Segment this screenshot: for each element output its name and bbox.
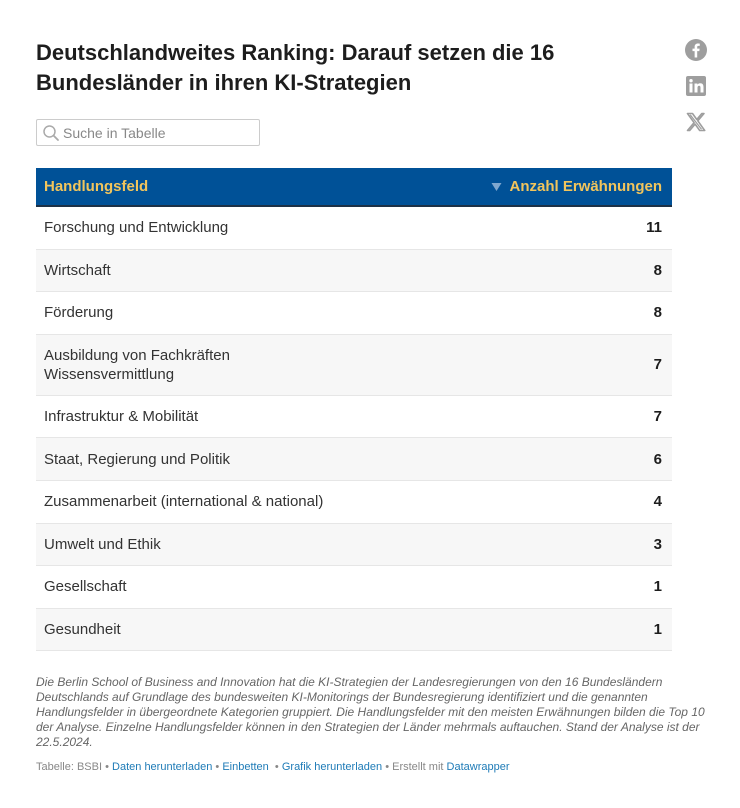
sort-descending-icon: [491, 182, 502, 192]
table-row: [36, 207, 672, 250]
cell-handlungsfeld: [44, 620, 121, 639]
cell-anzahl: 11: [646, 219, 662, 237]
table-row: [36, 481, 672, 524]
table-row: [36, 250, 672, 293]
search-input[interactable]: [63, 120, 257, 145]
search-icon: [42, 124, 60, 142]
footer-separator: •: [105, 761, 109, 773]
cell-handlungsfeld: [44, 492, 323, 511]
footer: [36, 760, 706, 774]
cell-handlungsfeld: [44, 218, 228, 237]
cell-handlungsfeld-text: Forschung und Entwicklung: [44, 219, 229, 237]
table-header: [36, 168, 672, 207]
cell-handlungsfeld: [44, 407, 198, 426]
footer-separator: •: [215, 761, 220, 773]
footer-separator: •: [274, 761, 279, 773]
cell-handlungsfeld: [44, 261, 111, 280]
cell-handlungsfeld: [44, 450, 230, 469]
cell-anzahl: 1: [653, 578, 662, 596]
footer-separator: •: [385, 761, 390, 773]
facebook-icon[interactable]: [684, 38, 708, 62]
cell-anzahl: 8: [653, 261, 662, 279]
cell-anzahl: 7: [653, 408, 662, 426]
column-header-handlungsfeld[interactable]: Handlungsfeld: [44, 178, 149, 195]
data-table: [36, 168, 672, 651]
table-body: [36, 207, 672, 651]
cell-anzahl: 8: [653, 304, 662, 322]
table-row: [36, 438, 672, 481]
table-row: [36, 609, 672, 652]
cell-handlungsfeld-text-line2: Wissensvermittlung: [44, 365, 175, 383]
page-title: Deutschlandweites Ranking: Darauf setzen die 16 Bundesländer in ihren KI-Strategien: [36, 40, 555, 95]
table-row: [36, 292, 672, 335]
cell-handlungsfeld-text: Wirtschaft: [44, 261, 111, 279]
datawrapper-link[interactable]: Datawrapper: [446, 761, 510, 773]
cell-anzahl: 6: [653, 450, 662, 468]
download-image-link[interactable]: Grafik herunterladen: [281, 761, 383, 773]
cell-handlungsfeld: [44, 577, 127, 596]
cell-handlungsfeld-text: Staat, Regierung und Politik: [44, 450, 230, 468]
cell-handlungsfeld: [44, 346, 230, 384]
x-icon[interactable]: [684, 110, 708, 134]
column-header-anzahl-label: Anzahl Erwähnungen: [509, 178, 662, 195]
column-header-anzahl[interactable]: [491, 178, 662, 195]
cell-anzahl: 4: [653, 493, 662, 511]
created-with-label: Erstellt mit: [392, 761, 444, 773]
cell-handlungsfeld-text: Gesellschaft: [44, 578, 127, 596]
cell-handlungsfeld: [44, 535, 161, 554]
search-box: [36, 119, 260, 146]
cell-handlungsfeld-text: Förderung: [44, 304, 114, 322]
linkedin-icon[interactable]: [684, 74, 708, 98]
table-row: [36, 524, 672, 567]
cell-handlungsfeld-text: Infrastruktur & Mobilität: [44, 408, 199, 426]
cell-anzahl: 1: [653, 621, 662, 639]
table-row: [36, 566, 672, 609]
table-row: [36, 335, 672, 396]
share-bar: [684, 38, 710, 146]
cell-anzahl: 3: [653, 535, 662, 553]
cell-handlungsfeld-text: Gesundheit: [44, 621, 121, 639]
cell-handlungsfeld-text: Ausbildung von Fachkräften: [44, 346, 230, 364]
embed-link[interactable]: Einbetten: [222, 761, 269, 773]
cell-handlungsfeld-text: Umwelt und Ethik: [44, 535, 161, 553]
cell-handlungsfeld-text: Zusammenarbeit (international & national): [44, 493, 324, 511]
download-data-link[interactable]: Daten herunterladen: [112, 761, 213, 773]
notes: Die Berlin School of Business and Innovation hat die KI-Strategien der Landesregierungen von den 16 Bundesländern Deutschlands auf Grundlage des bundesweiten KI-Monitorings der Bundesregierung identifiziert und die genannten Handlungsfelder in übergeordnete Kategorien gruppiert. Die Handlungsfelder mit den meisten Erwähnungen bilden die Top 10 der Analyse. Einzelne Handlungsfelder können in den Strategien der Länder mehrmals auftauchen. Stand der Analyse ist der 22.5.2024.: [36, 675, 705, 749]
cell-handlungsfeld: [44, 303, 113, 322]
table-row: [36, 396, 672, 439]
source-label: Tabelle: BSBI: [36, 761, 103, 773]
cell-anzahl: 7: [653, 356, 662, 374]
